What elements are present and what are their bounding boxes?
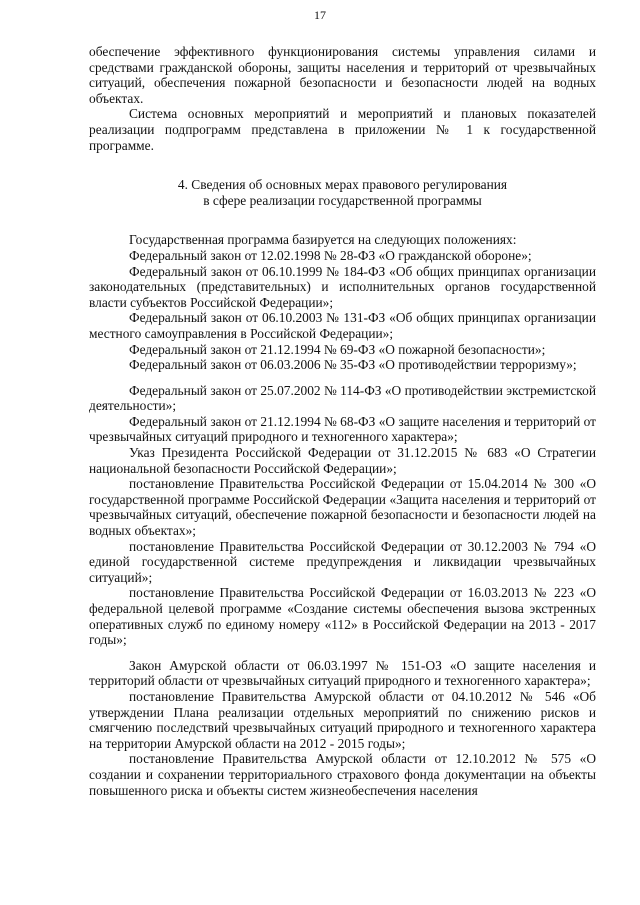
paragraph: Федеральный закон от 06.03.2006 № 35-ФЗ «О противодействии терроризму»; xyxy=(129,357,577,373)
paragraph: Федеральный закон от 12.02.1998 № 28-ФЗ «О гражданской обороне»; xyxy=(129,247,532,263)
section-heading-line: 4. Сведения об основных мерах правового регулирования xyxy=(177,177,508,193)
paragraph: Федеральный закон от 25.07.2002 № 114-ФЗ «О противодействии экстремистской деятельности»; xyxy=(89,382,596,414)
page-number: 17 xyxy=(314,8,326,22)
paragraph: постановление Правительства Амурской области от 12.10.2012 № 575 «О создании и сохранении территориального страхового фонда документации на объекты повышенного риска и объекты систем жизнеобеспечения населения xyxy=(89,751,596,798)
paragraph: постановление Правительства Российской Федерации от 30.12.2003 № 794 «О единой государственной системе предупреждения и ликвидации чрезвычайных ситуаций»; xyxy=(89,538,596,585)
paragraph: Федеральный закон от 21.12.1994 № 69-ФЗ «О пожарной безопасности»; xyxy=(129,341,546,357)
section-heading xyxy=(89,177,596,208)
paragraph: Система основных мероприятий и мероприятий и плановых показателей реализации подпрограмм представлена в приложении № 1 к государственной программе. xyxy=(89,106,596,153)
paragraph: постановление Правительства Амурской области от 04.10.2012 № 546 «Об утверждении Плана реализации отдельных мероприятий по снижению рисков и смягчению последствий чрезвычайных ситуаций природного и техногенного характера на территории Амурской области на 2012 - 2015 годы»; xyxy=(89,688,596,751)
document-body xyxy=(89,44,596,798)
legal-basis-list xyxy=(89,232,596,798)
paragraph: Федеральный закон от 06.10.2003 № 131-ФЗ «Об общих принципах организации местного самоуправления в Российской Федерации»; xyxy=(89,310,596,341)
paragraph: Государственная программа базируется на следующих положениях: xyxy=(129,232,517,248)
paragraph: постановление Правительства Российской Федерации от 16.03.2013 № 223 «О федеральной целевой программе «Создание системы обеспечения вызова экстренных оперативных служб по единому номеру «112» в Российской Федерации на 2013 - 2017 годы»; xyxy=(89,585,596,648)
paragraph: обеспечение эффективного функционирования системы управления силами и средствами гражданской обороны, защиты населения и территорий от чрезвычайных ситуаций, обеспечения пожарной безопасности и безопасности людей на водных объектах. xyxy=(89,44,596,106)
paragraph: Федеральный закон от 21.12.1994 № 68-ФЗ «О защите населения и территорий от чрезвычайных ситуаций природного и техногенного характера»; xyxy=(89,413,596,445)
paragraph: Указ Президента Российской Федерации от 31.12.2015 № 683 «О Стратегии национальной безопасности Российской Федерации»; xyxy=(89,445,596,476)
paragraph: Федеральный закон от 06.10.1999 № 184-ФЗ «Об общих принципах организации законодательных (представительных) и исполнительных органов государственной власти субъектов Российской Федерации»; xyxy=(89,263,596,310)
paragraph: Закон Амурской области от 06.03.1997 № 151-ОЗ «О защите населения и территорий области от чрезвычайных ситуаций природного и техногенного характера»; xyxy=(89,657,596,689)
section-heading-line: в сфере реализации государственной программы xyxy=(203,192,482,208)
paragraph: постановление Правительства Российской Федерации от 15.04.2014 № 300 «О государственной программе Российской Федерации «Защита населения и территорий от чрезвычайных ситуаций, обеспечение пожарной безопасности и безопасности людей на водных объектах»; xyxy=(89,476,596,539)
